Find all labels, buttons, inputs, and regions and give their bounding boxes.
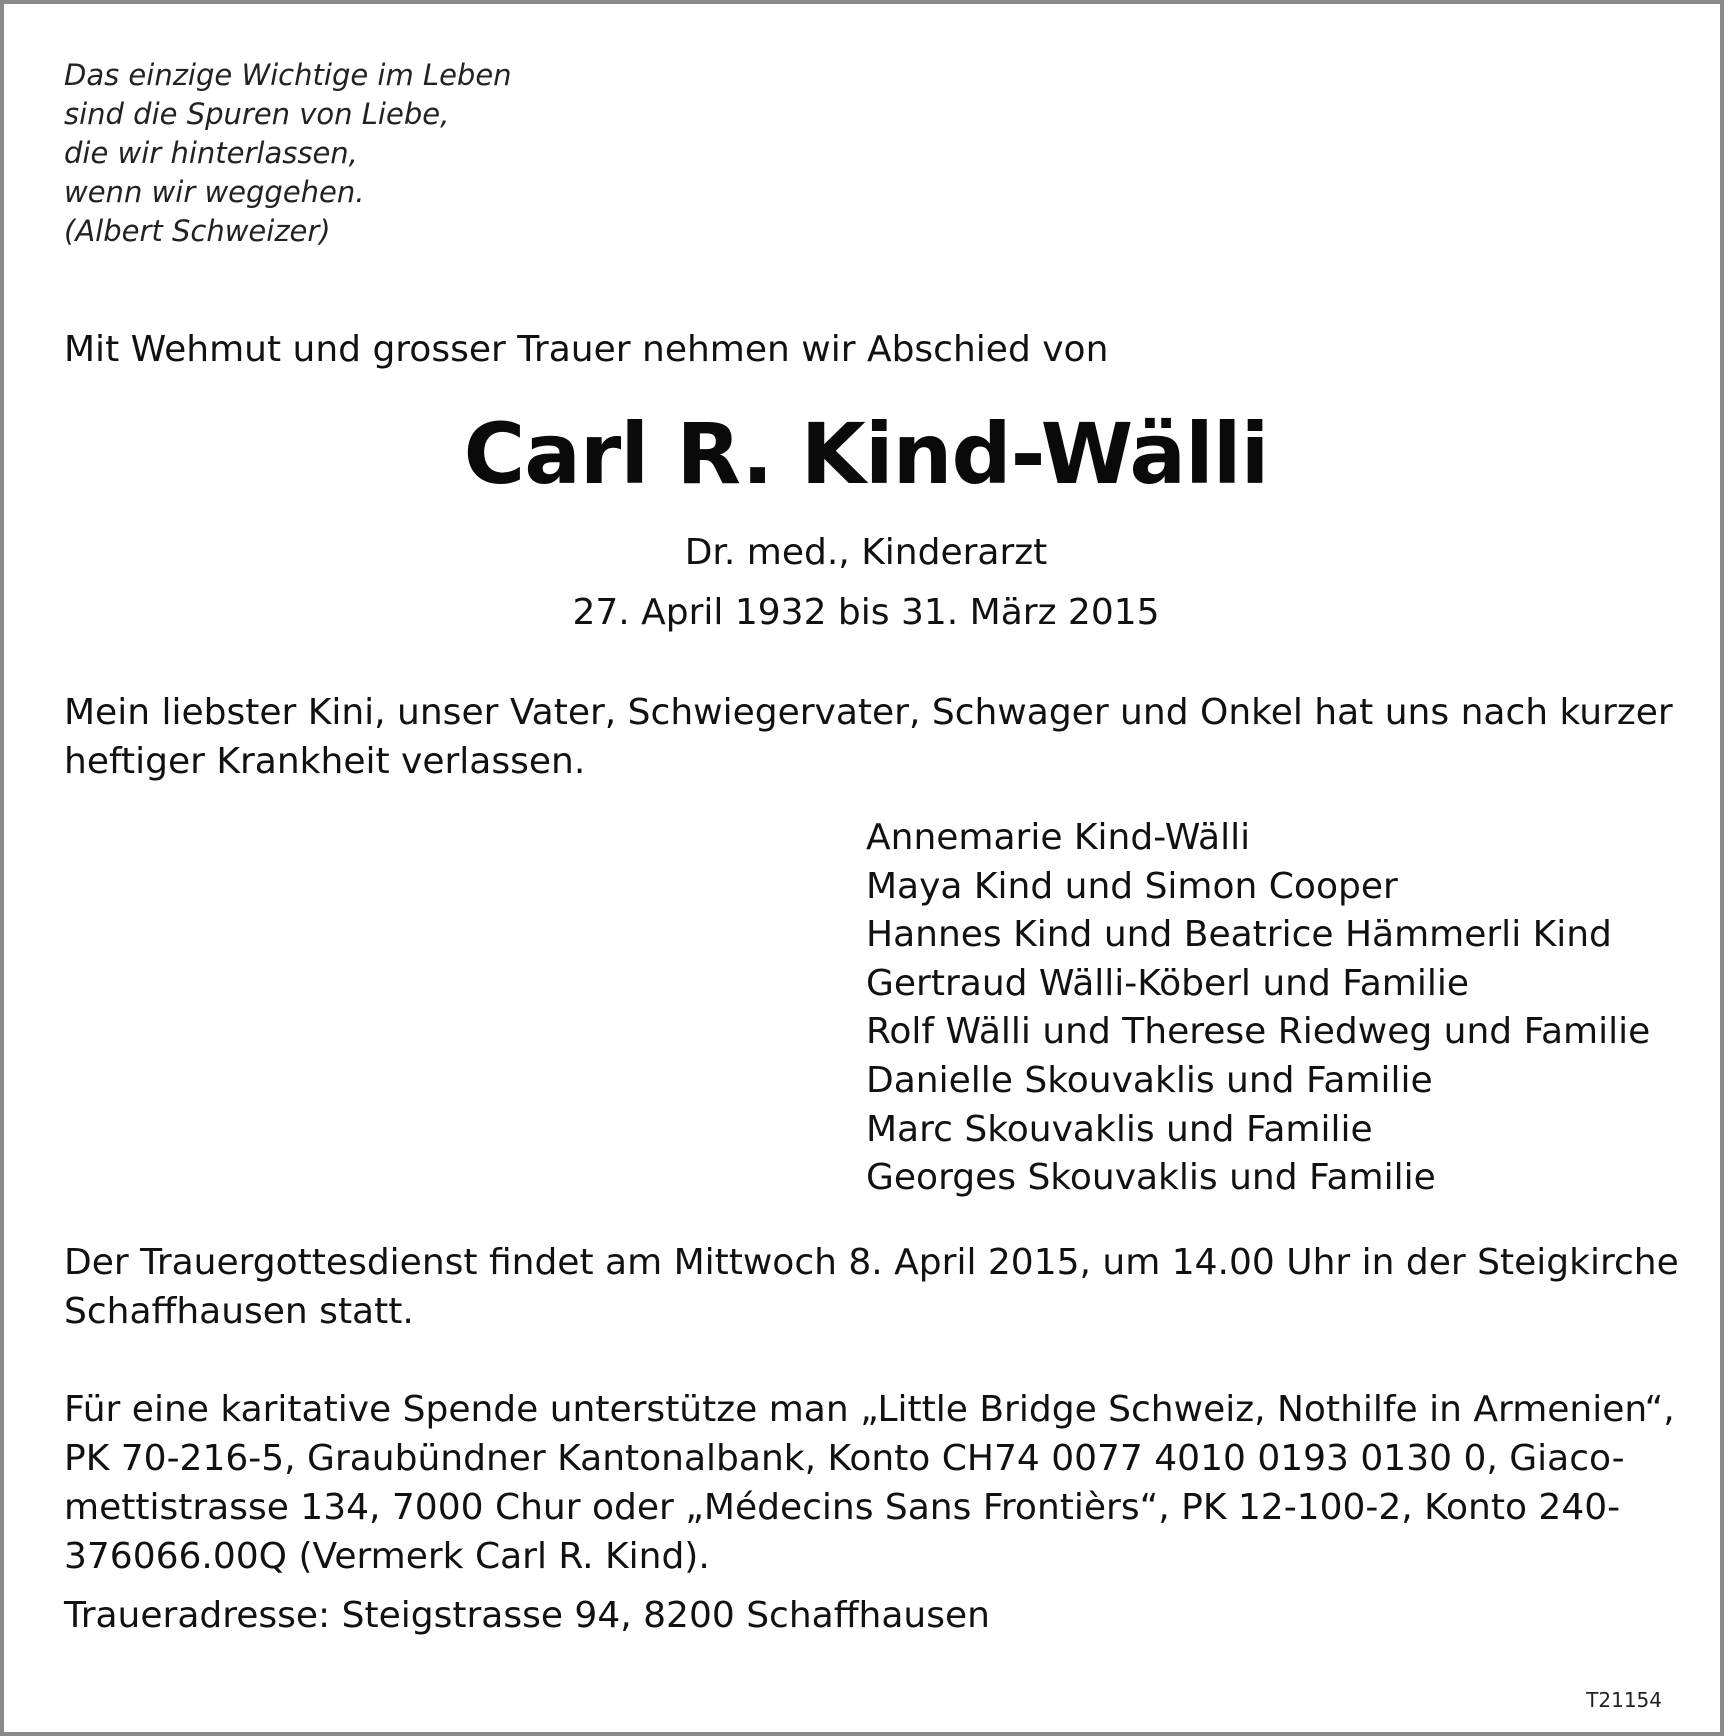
service-line: Der Trauergottesdienst findet am Mittwoch 8. April 2015, um 14.00 Uhr in der Steigkirche xyxy=(64,1242,1679,1283)
mourner-entry: Maya Kind und Simon Cooper xyxy=(866,865,1398,907)
mourner-entry: Danielle Skouvaklis und Familie xyxy=(866,1059,1433,1101)
motto-line: wenn wir weggehen. xyxy=(64,175,365,209)
motto-author: (Albert Schweizer) xyxy=(64,214,331,248)
service-paragraph xyxy=(64,1238,1679,1336)
motto-quote xyxy=(64,56,512,251)
mourner-entry: Gertraud Wälli-Köberl und Familie xyxy=(866,962,1469,1004)
motto-line: sind die Spuren von Liebe, xyxy=(64,97,450,131)
motto-line: die wir hinterlassen, xyxy=(64,136,358,170)
message-paragraph xyxy=(64,688,1674,786)
mourner-entry: Marc Skouvaklis und Familie xyxy=(866,1108,1373,1150)
donation-paragraph xyxy=(64,1385,1674,1581)
mourner-entry: Georges Skouvaklis und Familie xyxy=(866,1157,1436,1199)
mourner-entry: Rolf Wälli und Therese Riedweg und Familie xyxy=(866,1011,1651,1053)
intro-text: Mit Wehmut und grosser Trauer nehmen wir Abschied von xyxy=(64,329,1109,370)
mourners-list xyxy=(866,814,1650,1203)
deceased-title: Dr. med., Kinderarzt xyxy=(684,532,1048,573)
deceased-dates: 27. April 1932 bis 31. März 2015 xyxy=(572,592,1160,633)
mourner-entry: Annemarie Kind-Wälli xyxy=(866,817,1251,858)
mourner-entry: Hannes Kind und Beatrice Hämmerli Kind xyxy=(866,914,1612,956)
donation-line: PK 70-216-5, Graubündner Kantonalbank, Konto CH74 0077 4010 0193 0130 0, Giaco- xyxy=(64,1438,1625,1479)
donation-line: mettistrasse 134, 7000 Chur oder „Médecins Sans Frontièrs“, PK 12-100-2, Konto 240- xyxy=(64,1487,1621,1528)
reference-code: T21154 xyxy=(1586,1688,1662,1712)
deceased-name: Carl R. Kind-Wälli xyxy=(463,405,1269,503)
service-line: Schaffhausen statt. xyxy=(64,1291,414,1332)
donation-line: Für eine karitative Spende unterstütze man „Little Bridge Schweiz, Nothilfe in Armenien“, xyxy=(64,1389,1675,1430)
motto-line: Das einzige Wichtige im Leben xyxy=(64,58,512,92)
message-line: Mein liebster Kini, unser Vater, Schwiegervater, Schwager und Onkel hat uns nach kurzer xyxy=(64,692,1673,733)
message-line: heftiger Krankheit verlassen. xyxy=(64,741,586,782)
donation-line: 376066.00Q (Vermerk Carl R. Kind). xyxy=(64,1536,710,1577)
mourning-address: Traueradresse: Steigstrasse 94, 8200 Schaffhausen xyxy=(64,1595,990,1636)
